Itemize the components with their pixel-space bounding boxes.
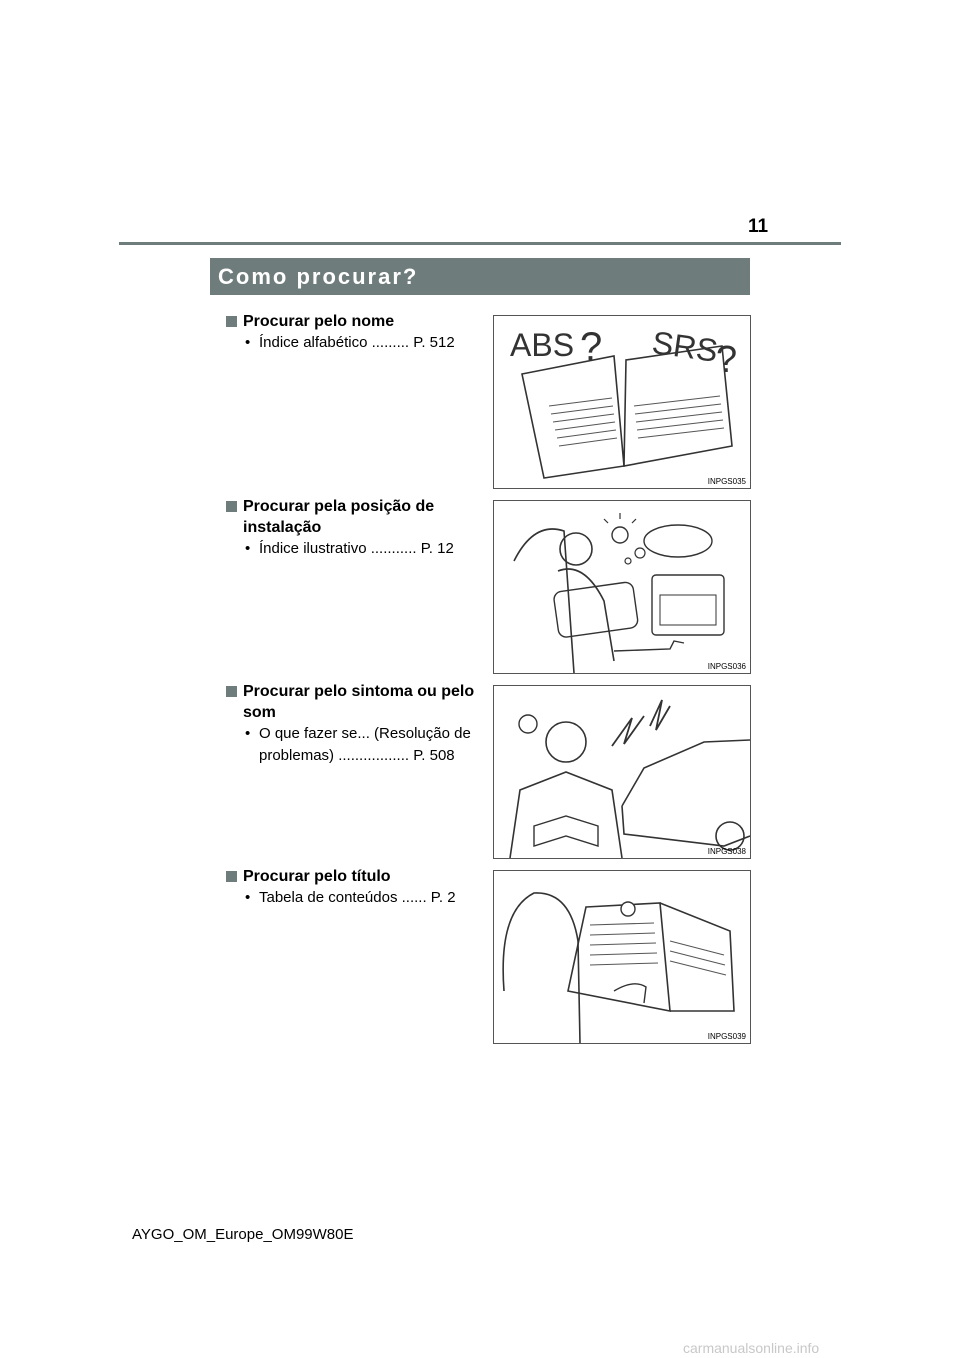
abs-label: ABS: [510, 327, 575, 363]
index-link[interactable]: Índice ilustrativo ........... P. 12: [259, 540, 454, 557]
page-number: 11: [748, 216, 769, 237]
entry-heading: Procurar pelo sintoma ou pelo som: [243, 683, 475, 721]
illustration-table-of-contents: [493, 870, 751, 1044]
bullet: •: [245, 889, 251, 906]
square-bullet-icon: [226, 316, 237, 327]
man-and-car-illustration: [494, 686, 750, 858]
table-of-contents-illustration: [494, 871, 750, 1043]
index-link[interactable]: Tabela de conteúdos ...... P. 2: [259, 889, 456, 906]
question-mark: ?: [580, 325, 603, 369]
open-book-illustration: [494, 316, 750, 488]
top-rule: [119, 242, 841, 245]
section-banner: [210, 258, 750, 295]
index-link[interactable]: O que fazer se... (Resolução de problemas) ................. P. 508: [259, 725, 471, 764]
section-title: Como procurar?: [218, 264, 419, 289]
question-mark: ?: [716, 339, 738, 381]
square-bullet-icon: [226, 871, 237, 882]
bullet: •: [245, 334, 251, 351]
illustration-open-book: [493, 315, 751, 489]
index-link[interactable]: Índice alfabético ......... P. 512: [259, 334, 455, 351]
entry-by-name: [225, 311, 483, 354]
illustration-driver-dashboard: [493, 500, 751, 674]
entry-heading: Procurar pela posição de instalação: [243, 498, 435, 536]
figure-code: INPGS035: [707, 477, 746, 486]
entry-by-title: [225, 866, 483, 909]
footer-doc-code: AYGO_OM_Europe_OM99W80E: [132, 1226, 354, 1243]
entry-heading: Procurar pelo título: [243, 868, 391, 885]
square-bullet-icon: [226, 501, 237, 512]
driver-dashboard-illustration: [494, 501, 750, 673]
entry-by-position: [225, 496, 483, 560]
figure-code: INPGS036: [707, 662, 746, 671]
entry-by-symptom: [225, 681, 483, 767]
illustration-man-and-car: [493, 685, 751, 859]
figure-code: INPGS039: [707, 1032, 746, 1041]
watermark[interactable]: carmanualsonline.info: [683, 1340, 820, 1356]
srs-label: SRS: [649, 324, 721, 369]
bullet: •: [245, 540, 251, 557]
square-bullet-icon: [226, 686, 237, 697]
bullet: •: [245, 725, 251, 742]
figure-code: INPGS038: [707, 847, 746, 856]
entry-heading: Procurar pelo nome: [243, 313, 395, 330]
